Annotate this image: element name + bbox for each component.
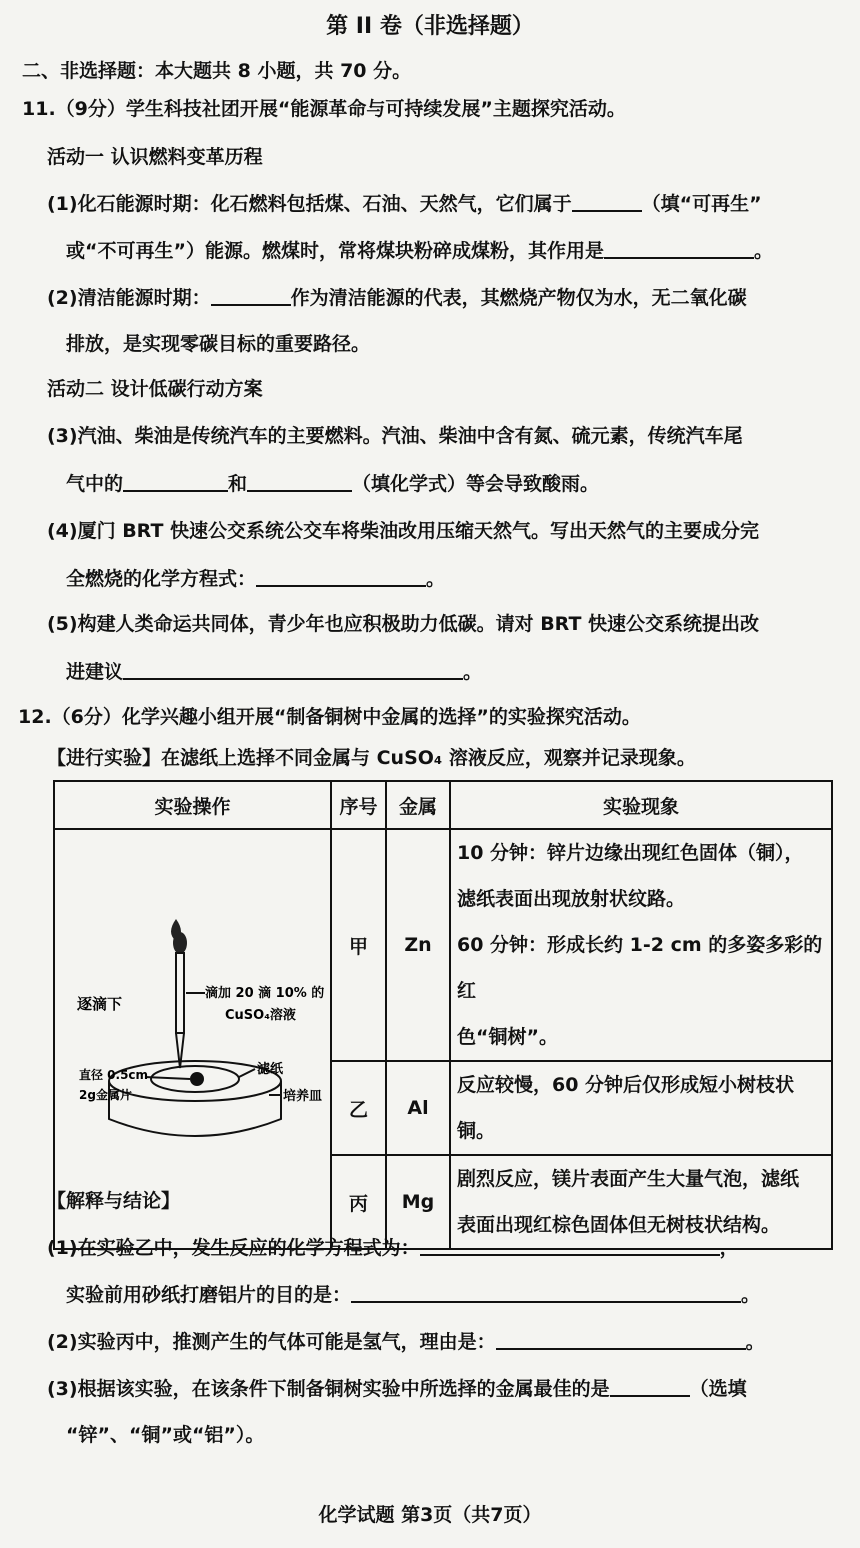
diameter-label-line2: 2g金属片	[79, 1087, 132, 1102]
q12-c2b: 。	[745, 1331, 765, 1353]
answer-blank-6[interactable]	[256, 565, 426, 587]
row3-metal: Mg	[386, 1155, 450, 1249]
q12-c3-line2: “锌”、“铜”或“铝”）。	[66, 1424, 265, 1446]
dish-body	[109, 1081, 281, 1136]
q12-intro: 12.（6分）化学兴趣小组开展“制备铜树中金属的选择”的实验探究活动。	[18, 706, 641, 728]
diameter-label-line1: 直径 0.5cm	[79, 1067, 149, 1082]
q11-p3b: 气中的	[66, 473, 124, 495]
q12-c1b: ，	[719, 1237, 739, 1259]
q11-p5c: 。	[463, 661, 483, 683]
q12-conclusion-heading: 【解释与结论】	[47, 1190, 181, 1212]
row1-obs-line: 色“铜树”。	[457, 1026, 558, 1048]
answer-blank-1[interactable]	[572, 190, 642, 212]
q11-activity2: 活动二 设计低碳行动方案	[47, 378, 263, 400]
q11-p1-line1	[47, 190, 762, 217]
q12-c1-line1	[47, 1234, 739, 1261]
q12-c1c: 实验前用砂纸打磨铝片的目的是：	[66, 1284, 352, 1306]
q11-p5b: 进建议	[66, 661, 124, 683]
filter-label: 滤纸	[257, 1061, 284, 1077]
answer-blank-11[interactable]	[610, 1375, 690, 1397]
row1-observation	[450, 829, 832, 1061]
row3-obs-line: 表面出现红棕色固体但无树枝状结构。	[457, 1214, 781, 1236]
answer-blank-7[interactable]	[123, 658, 463, 680]
answer-blank-10[interactable]	[496, 1328, 746, 1350]
q12-c3b: （选填	[689, 1378, 747, 1400]
metal-piece	[190, 1072, 204, 1086]
row1-obs-line: 60 分钟：形成长约 1-2 cm 的多姿多彩的红	[457, 934, 823, 1002]
q11-p2-line2: 排放，是实现零碳目标的重要路径。	[66, 333, 371, 355]
q12-c1-line2	[66, 1281, 760, 1308]
header-seq: 序号	[331, 781, 386, 829]
row2-observation	[450, 1061, 832, 1155]
row3-obs-line: 剧烈反应，镁片表面产生大量气泡，滤纸	[457, 1168, 800, 1190]
q11-p1-line2	[66, 237, 773, 264]
q12-c1a: (1)在实验乙中，发生反应的化学方程式为：	[47, 1237, 420, 1259]
q11-p1a: (1)化石能源时期：化石燃料包括煤、石油、天然气，它们属于	[47, 193, 572, 215]
row3-seq: 丙	[331, 1155, 386, 1249]
row2-seq: 乙	[331, 1061, 386, 1155]
row1-obs-line: 滤纸表面出现放射状纹路。	[457, 888, 686, 910]
row1-obs-line: 10 分钟：锌片边缘出现红色固体（铜），	[457, 842, 804, 864]
q11-p3-line2	[66, 470, 599, 497]
q11-p4-line1: (4)厦门 BRT 快速公交系统公交车将柴油改用压缩天然气。写出天然气的主要成分完	[47, 520, 760, 542]
table-header-row	[54, 781, 832, 829]
experiment-table	[53, 780, 833, 1250]
header-metal: 金属	[386, 781, 450, 829]
answer-blank-3[interactable]	[211, 284, 291, 306]
q11-p3-line1: (3)汽油、柴油是传统汽车的主要燃料。汽油、柴油中含有氮、硫元素，传统汽车尾	[47, 425, 743, 447]
answer-blank-5[interactable]	[247, 470, 352, 492]
row1-seq: 甲	[331, 829, 386, 1061]
dish-label: 培养皿	[283, 1088, 323, 1104]
row2-metal: Al	[386, 1061, 450, 1155]
dropper-bulb-body	[173, 932, 187, 954]
header-observation: 实验现象	[450, 781, 832, 829]
row2-obs-line: 反应较慢，60 分钟后仅形成短小树枝状铜。	[457, 1074, 795, 1142]
q11-p1d: 。	[753, 240, 773, 262]
answer-blank-4[interactable]	[123, 470, 228, 492]
row1-metal: Zn	[386, 829, 450, 1061]
q11-p3c: 和	[228, 473, 248, 495]
q11-p5-line2	[66, 658, 482, 685]
q11-intro: 11.（9分）学生科技社团开展“能源革命与可持续发展”主题探究活动。	[22, 98, 626, 120]
q12-c2a: (2)实验丙中，推测产生的气体可能是氢气，理由是：	[47, 1331, 496, 1353]
apparatus-figure-cell	[54, 829, 331, 1249]
drip-label: 逐滴下	[77, 994, 123, 1013]
q11-p4c: 。	[426, 568, 446, 590]
q12-experiment: 【进行实验】在滤纸上选择不同金属与 CuSO₄ 溶液反应，观察并记录现象。	[47, 747, 696, 769]
answer-blank-9[interactable]	[351, 1281, 741, 1303]
apparatus-figure	[55, 863, 330, 1211]
q12-c1d: 。	[741, 1284, 761, 1306]
dropper-tip	[176, 1033, 184, 1068]
q12-c3a: (3)根据该实验，在该条件下制备铜树实验中所选择的金属最佳的是	[47, 1378, 610, 1400]
q11-p2-line1	[47, 284, 747, 311]
q11-p1b: （填“可再生”	[641, 193, 762, 215]
part-title: 第 II 卷（非选择题）	[326, 14, 534, 39]
add-label-line2: CuSO₄溶液	[225, 1007, 296, 1023]
q11-p3d: （填化学式）等会导致酸雨。	[352, 473, 600, 495]
table-row	[54, 829, 832, 1061]
q12-c2	[47, 1328, 765, 1355]
dropper-tube	[176, 953, 184, 1033]
filter-leader	[239, 1069, 255, 1077]
q11-p2b: 作为清洁能源的代表，其燃烧产物仅为水，无二氧化碳	[290, 287, 747, 309]
q11-p1c: 或“不可再生”）能源。燃煤时，常将煤块粉碎成煤粉，其作用是	[66, 240, 604, 262]
q11-p4b: 全燃烧的化学方程式：	[66, 568, 257, 590]
add-label-line1: 滴加 20 滴 10% 的	[205, 985, 325, 1001]
q11-p5-line1: (5)构建人类命运共同体，青少年也应积极助力低碳。请对 BRT 快速公交系统提出改	[47, 613, 760, 635]
section-heading: 二、非选择题：本大题共 8 小题，共 70 分。	[22, 60, 412, 82]
q11-activity1: 活动一 认识燃料变革历程	[47, 146, 263, 168]
q12-c3-line1	[47, 1375, 747, 1402]
q11-p2a: (2)清洁能源时期：	[47, 287, 211, 309]
page-footer: 化学试题 第3页（共7页）	[318, 1504, 542, 1526]
header-operation: 实验操作	[54, 781, 331, 829]
q11-p4-line2	[66, 565, 445, 592]
answer-blank-8[interactable]	[420, 1234, 720, 1256]
answer-blank-2[interactable]	[604, 237, 754, 259]
